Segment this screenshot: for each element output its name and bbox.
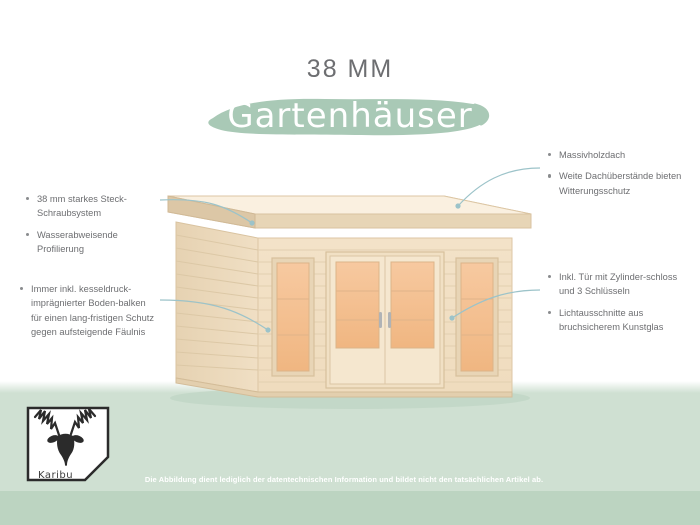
page-title: Gartenhäuser — [227, 96, 473, 136]
callout-item: Massivholzdach — [548, 148, 688, 162]
callout-bottom-right — [548, 270, 691, 342]
callout-item: 38 mm starkes Steck-Schraubsystem — [26, 192, 154, 221]
callout-item: Inkl. Tür mit Zylinder-schloss und 3 Schlüsseln — [548, 270, 691, 299]
callout-item: Immer inkl. kesseldruck-imprägnierter Boden-balken für einen lang-fristigen Schutz gegen aufsteigende Fäulnis — [20, 282, 155, 340]
callout-item: Lichtausschnitte aus bruchsicherem Kunstglas — [548, 306, 691, 335]
headline-thickness: 38 MM — [306, 55, 394, 83]
callout-top-right — [548, 148, 688, 205]
callout-item: Weite Dachüberstände bieten Witterungsschutz — [548, 169, 688, 198]
callout-bottom-left — [20, 282, 155, 347]
callout-item: Wasserabweisende Profilierung — [26, 228, 154, 257]
footer-disclaimer: Die Abbildung dient lediglich der datentechnischen Information und bildet nicht den tatsächlichen Artikel ab. — [144, 475, 544, 484]
logo-wordmark: Karibu — [38, 470, 74, 481]
callout-top-left — [26, 192, 154, 264]
